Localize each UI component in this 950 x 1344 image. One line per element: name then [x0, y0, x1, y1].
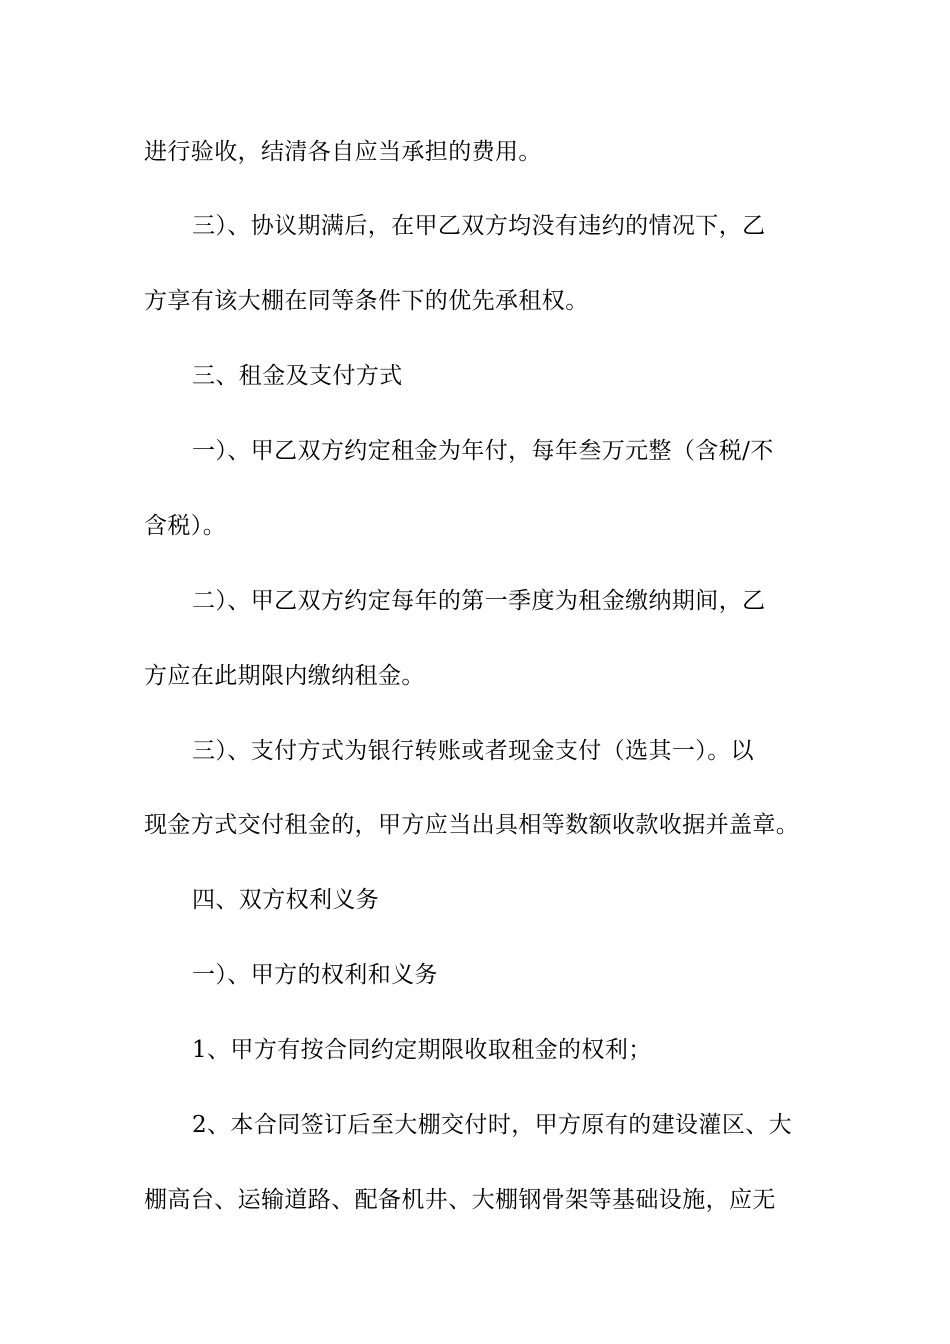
- text-line-14: 2、本合同签订后至大棚交付时，甲方原有的建设灌区、大: [192, 1112, 793, 1138]
- text-line-8: 方应在此期限内缴纳租金。: [144, 663, 425, 689]
- text-line-6: 含税）。: [144, 513, 227, 539]
- text-line-15: 棚高台、运输道路、配备机井、大棚钢骨架等基础设施，应无: [144, 1187, 776, 1213]
- text-line-9: 三）、支付方式为银行转账或者现金支付（选其一）。以: [192, 738, 754, 764]
- section-heading-rights: 四、双方权利义务: [192, 887, 380, 913]
- text-line-3: 方享有该大棚在同等条件下的优先承租权。: [144, 288, 589, 314]
- section-heading-rent: 三、租金及支付方式: [192, 363, 403, 389]
- text-line-7: 二）、甲乙双方约定每年的第一季度为租金缴纳期间，乙: [192, 588, 766, 614]
- subsection-heading-party-a: 一）、甲方的权利和义务: [192, 962, 438, 988]
- text-line-2: 三）、协议期满后，在甲乙双方均没有违约的情况下，乙: [192, 213, 766, 239]
- text-line-10: 现金方式交付租金的，甲方应当出具相等数额收款收据并盖章。: [144, 812, 800, 838]
- text-line-1: 进行验收，结清各自应当承担的费用。: [144, 139, 542, 165]
- text-line-13: 1、甲方有按合同约定期限收取租金的权利；: [192, 1037, 652, 1063]
- text-line-5: 一）、甲乙双方约定租金为年付，每年叁万元整（含税/不: [192, 438, 774, 464]
